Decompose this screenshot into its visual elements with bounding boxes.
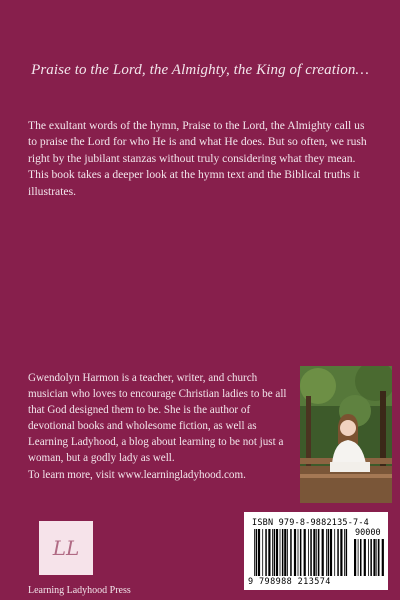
barcode-bar (284, 529, 286, 576)
barcode-bar (262, 529, 263, 576)
barcode-bar (322, 529, 324, 576)
barcode-bar (298, 529, 299, 576)
barcode-bar (346, 529, 348, 576)
barcode-bar (358, 539, 359, 576)
barcode-bar (378, 539, 380, 576)
publisher-logo-monogram: LL (52, 536, 80, 560)
barcode-bar (318, 529, 320, 576)
barcode-bar (370, 539, 372, 576)
barcode-bar (344, 529, 345, 576)
barcode-bar (364, 539, 366, 576)
barcode-bar (308, 529, 309, 576)
barcode-bar (328, 529, 330, 576)
barcode-bar (280, 529, 281, 576)
ean-number: 9 798988 213574 (248, 577, 331, 587)
author-website-text: To learn more, visit www.learningladyhood.com. (28, 468, 246, 481)
publisher-logo (39, 521, 93, 575)
barcode-bar (340, 529, 342, 576)
barcode-bar (360, 539, 362, 576)
author-photo-image (300, 366, 392, 503)
barcode-bar (272, 529, 273, 576)
barcode-bar (282, 529, 284, 576)
barcode-bar (265, 529, 267, 576)
barcode-bar (256, 529, 258, 576)
tagline: Praise to the Lord, the Almighty, the King of creation… (31, 62, 369, 78)
barcode-bar (376, 539, 377, 576)
barcode-bar (294, 529, 296, 576)
barcode-bar (258, 529, 260, 576)
barcode-bar (290, 529, 292, 576)
author-photo (300, 366, 392, 503)
isbn-barcode (244, 512, 388, 590)
author-bio (28, 370, 298, 483)
book-description: The exultant words of the hymn, Praise to the Lord, the Almighty call us to praise the Lord for who He is and what He does. But so often, we rush right by the jubilant stanzas without truly considering what they mean. This book takes a deeper look at the hymn text and the Biblical truths it illustrates. (28, 119, 367, 198)
barcode-bar (326, 529, 327, 576)
barcode-bar (382, 539, 384, 576)
price-code: 90000 (355, 528, 381, 538)
barcode-bar (268, 529, 270, 576)
barcode-bar (316, 529, 317, 576)
barcode-bar (300, 529, 302, 576)
barcode-bar (330, 529, 332, 576)
barcode-bar (274, 529, 276, 576)
barcode-bar (334, 529, 335, 576)
author-bio-text: Gwendolyn Harmon is a teacher, writer, and church musician who loves to encourage Christian ladies to be all that God designed them to be. She is the author of devotional books and wholesome fiction, as well as Learning Ladyhood, a blog about learning to be not just a woman, but a godly lady as well. (28, 372, 287, 465)
barcode-bar (254, 529, 255, 576)
barcode-bar (368, 539, 369, 576)
barcode-bar (373, 539, 375, 576)
publisher-name: Learning Ladyhood Press (28, 585, 131, 596)
barcode-bar (287, 529, 288, 576)
barcode-bar (276, 529, 278, 576)
barcode-bar (304, 529, 306, 576)
barcode-bar (337, 529, 339, 576)
barcode-bar (310, 529, 312, 576)
barcode-bar (354, 539, 356, 576)
isbn-label: ISBN 979-8-9882135-7-4 (252, 518, 369, 528)
barcode-bar (313, 529, 315, 576)
